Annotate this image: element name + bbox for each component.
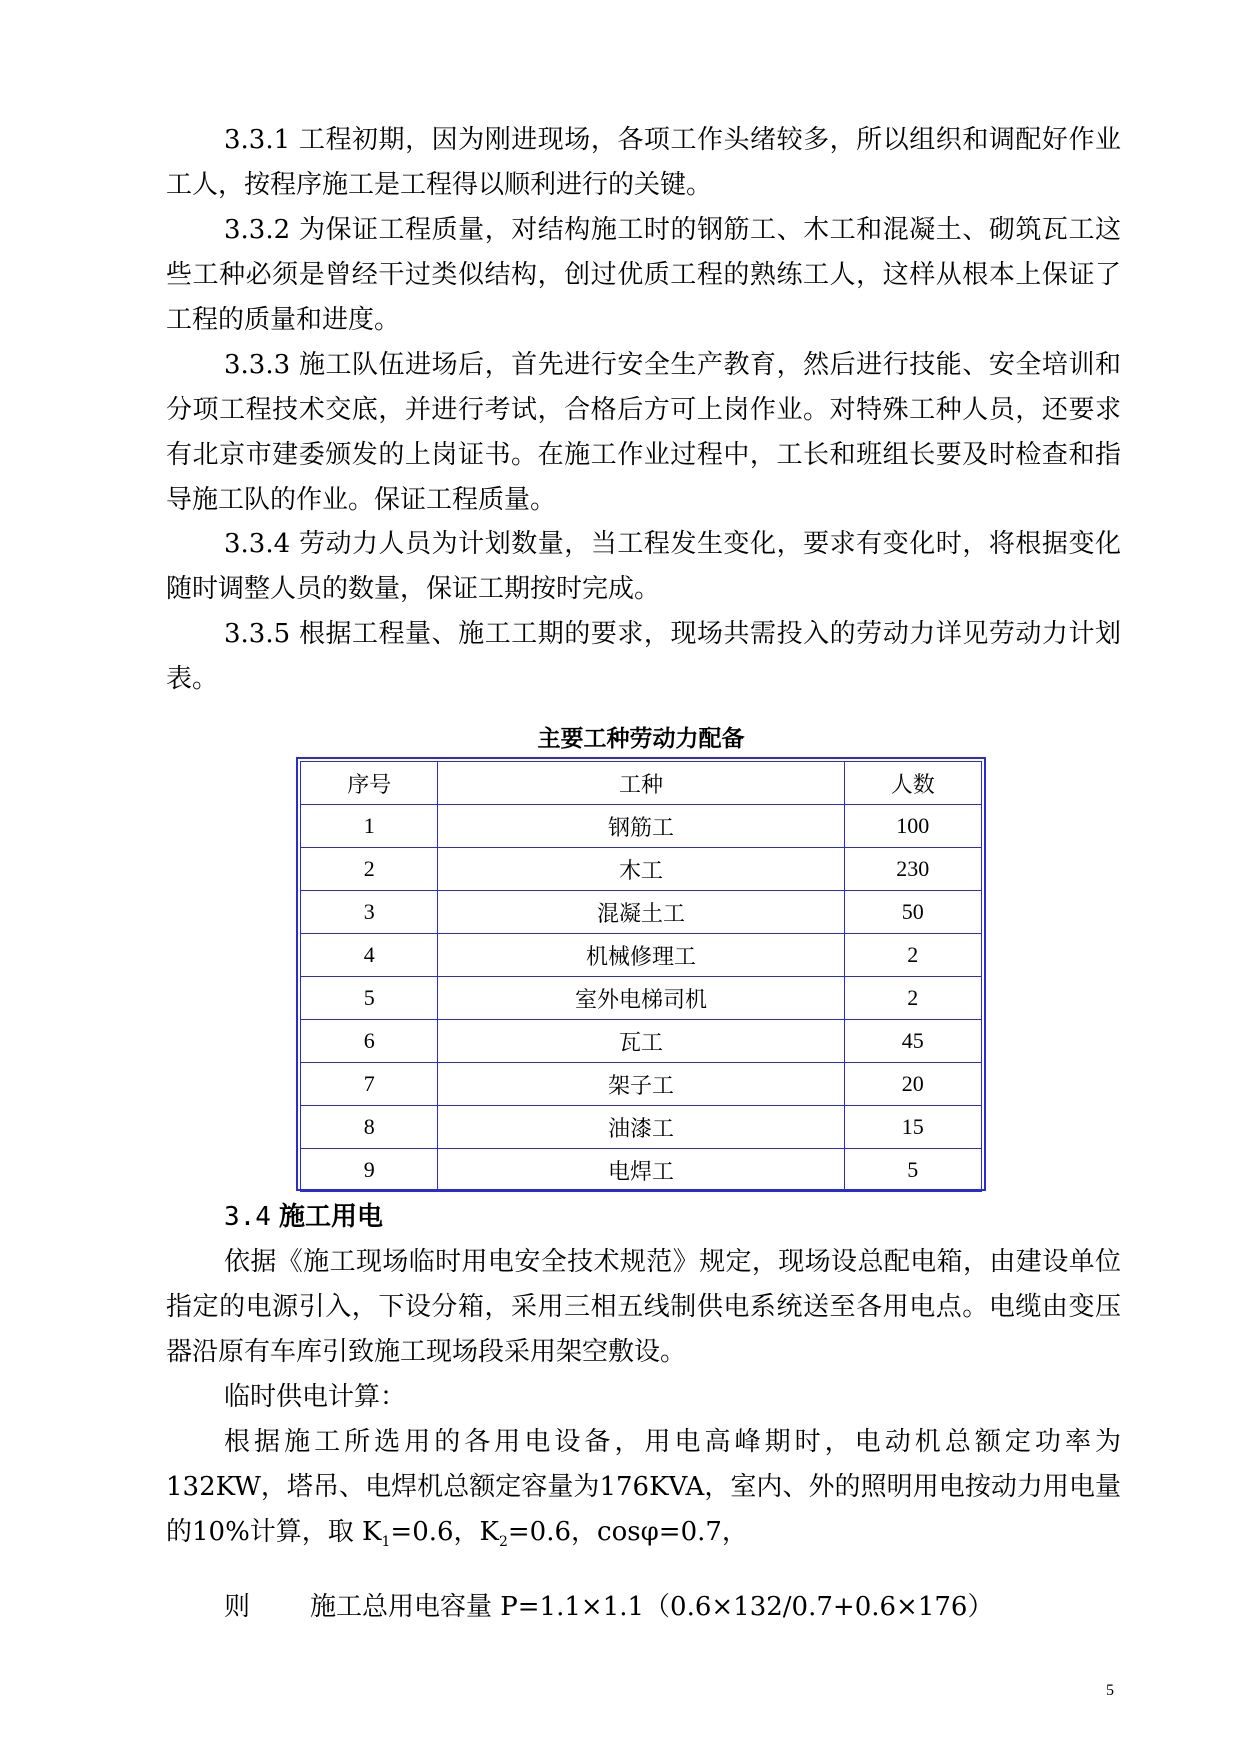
paragraph-power-spec: 依据《施工现场临时用电安全技术规范》规定，现场设总配电箱，由建设单位指定的电源引入，下设分箱，采用三相五线制供电系统送至各用电点。电缆由变压器沿原有车库引致施工现场段采用架空敷设。 bbox=[166, 1247, 1121, 1367]
calc-text-a: 根据施工所选用的各用电设备，用电高峰期时，电动机总额定功率为132KW，塔吊、电焊机总额定容量为176KVA，室内、外的照明用电按动力用电量的10%计算，取 K bbox=[166, 1427, 1121, 1547]
calc-text-b: =0.6，K bbox=[390, 1517, 499, 1547]
page-number: 5 bbox=[1106, 1682, 1114, 1699]
calc-text-c: =0.6，cosφ=0.7， bbox=[507, 1517, 748, 1547]
table-caption: 主要工种劳动力配备 bbox=[537, 726, 745, 752]
cell-count: 230 bbox=[844, 848, 981, 891]
cell-count: 15 bbox=[844, 1106, 981, 1149]
table-row bbox=[301, 1063, 982, 1106]
cell-trade: 机械修理工 bbox=[438, 934, 844, 977]
table-row bbox=[301, 977, 982, 1020]
cell-index: 8 bbox=[301, 1106, 438, 1149]
paragraph-3-3-1: 3.3.1 工程初期，因为刚进现场，各项工作头绪较多，所以组织和调配好作业工人，按程序施工是工程得以顺利进行的关键。 bbox=[166, 125, 1121, 200]
k2-subscript: 2 bbox=[498, 1534, 508, 1551]
paragraph-3-3-2: 3.3.2 为保证工程质量，对结构施工时的钢筋工、木工和混凝土、砌筑瓦工这些工种必须是曾经干过类似结构，创过优质工程的熟练工人，这样从根本上保证了工程的质量和进度。 bbox=[166, 215, 1121, 335]
cell-count: 2 bbox=[844, 934, 981, 977]
labor-table bbox=[300, 761, 982, 1192]
cell-count: 50 bbox=[844, 891, 981, 934]
paragraph-3-3-3: 3.3.3 施工队伍进场后，首先进行安全生产教育，然后进行技能、安全培训和分项工程技术交底，并进行考试，合格后方可上岗作业。对特殊工种人员，还要求有北京市建委颁发的上岗证书。在施工作业过程中，工长和班组长要及时检查和指导施工队的作业。保证工程质量。 bbox=[166, 350, 1121, 515]
cell-count: 2 bbox=[844, 977, 981, 1020]
cell-trade: 架子工 bbox=[438, 1063, 844, 1106]
cell-index: 5 bbox=[301, 977, 438, 1020]
k1-subscript: 1 bbox=[381, 1534, 391, 1551]
cell-trade: 瓦工 bbox=[438, 1020, 844, 1063]
table-row bbox=[301, 1106, 982, 1149]
table-row bbox=[301, 1149, 982, 1192]
cell-trade: 室外电梯司机 bbox=[438, 977, 844, 1020]
cell-trade: 木工 bbox=[438, 848, 844, 891]
cell-count: 45 bbox=[844, 1020, 981, 1063]
header-cell-count: 人数 bbox=[844, 762, 981, 805]
cell-index: 6 bbox=[301, 1020, 438, 1063]
cell-index: 9 bbox=[301, 1149, 438, 1192]
header-cell-trade: 工种 bbox=[438, 762, 844, 805]
cell-count: 5 bbox=[844, 1149, 981, 1192]
section-title: 施工用电 bbox=[278, 1202, 383, 1232]
table-header-row bbox=[301, 762, 982, 805]
table-row bbox=[301, 934, 982, 977]
paragraph-power-calc-title: 临时供电计算： bbox=[224, 1382, 407, 1412]
table-row bbox=[301, 848, 982, 891]
cell-index: 4 bbox=[301, 934, 438, 977]
cell-trade: 混凝土工 bbox=[438, 891, 844, 934]
cell-trade: 油漆工 bbox=[438, 1106, 844, 1149]
cell-index: 2 bbox=[301, 848, 438, 891]
paragraph-3-3-5: 3.3.5 根据工程量、施工工期的要求，现场共需投入的劳动力详见劳动力计划表。 bbox=[166, 619, 1121, 694]
formula-text: 施工总用电容量 P=1.1×1.1（0.6×132/0.7+0.6×176） bbox=[310, 1592, 994, 1622]
cell-count: 20 bbox=[844, 1063, 981, 1106]
formula-line bbox=[224, 1585, 993, 1630]
table-row bbox=[301, 805, 982, 848]
cell-index: 3 bbox=[301, 891, 438, 934]
formula-lead: 则 bbox=[224, 1592, 251, 1622]
section-heading-3-4 bbox=[224, 1196, 383, 1233]
cell-count: 100 bbox=[844, 805, 981, 848]
cell-trade: 钢筋工 bbox=[438, 805, 844, 848]
cell-trade: 电焊工 bbox=[438, 1149, 844, 1192]
table-row bbox=[301, 1020, 982, 1063]
table-row bbox=[301, 891, 982, 934]
labor-table-frame bbox=[296, 757, 986, 1191]
cell-index: 7 bbox=[301, 1063, 438, 1106]
paragraph-3-3-4: 3.3.4 劳动力人员为计划数量，当工程发生变化，要求有变化时，将根据变化随时调整人员的数量，保证工期按时完成。 bbox=[166, 529, 1121, 604]
header-cell-index: 序号 bbox=[301, 762, 438, 805]
section-number: 3.4 bbox=[224, 1202, 271, 1232]
paragraph-power-calc bbox=[166, 1420, 1121, 1565]
cell-index: 1 bbox=[301, 805, 438, 848]
